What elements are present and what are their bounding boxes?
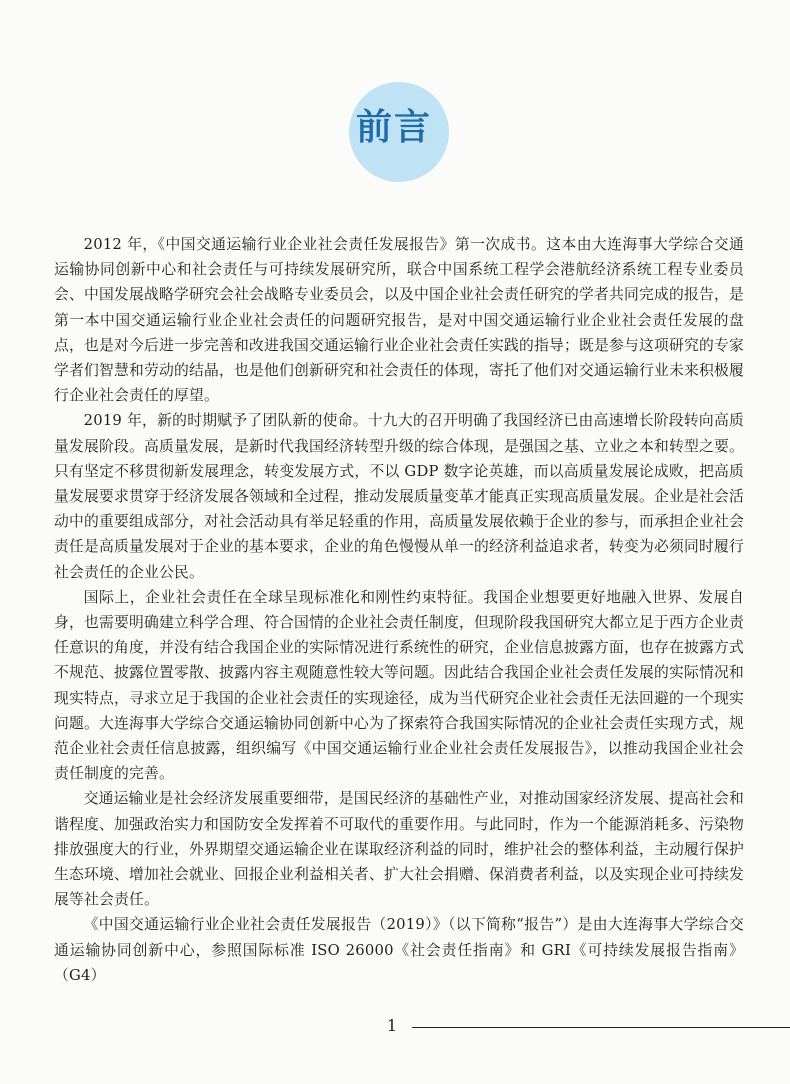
paragraph-1: 2012 年，《中国交通运输行业企业社会责任发展报告》第一次成书。这本由大连海事大学综合交通运输协同创新中心和社会责任与可持续发展研究所，联合中国系统工程学会港航经济系统工程专业委员会、中国发展战略学研究会社会战略专业委员会，以及中国企业社会责任研究的学者共同完成的报告，是第一本中国交通运输行业企业社会责任的问题研究报告，是对中国交通运输行业企业社会责任发展的盘点，也是对今后进一步完善和改进我国交通运输行业企业社会责任实践的指导；既是参与这项研究的专家学者们智慧和劳动的结晶，也是他们创新研究和社会责任的体现，寄托了他们对交通运输行业未来积极履行企业社会责任的厚望。 <box>54 236 744 405</box>
footer-rule <box>412 1027 790 1028</box>
page-footer <box>0 1014 790 1038</box>
paragraph-4: 交通运输业是社会经济发展重要细带，是国民经济的基础性产业，对推动国家经济发展、提高社会和谐程度、加强政治实力和国防安全发挥着不可取代的重要作用。与此同时，作为一个能源消耗多、污染物排放强度大的行业，外界期望交通运输企业在谋取经济利益的同时，维护社会的整体利益，主动履行保护生态环境、增加社会就业、回报企业利益相关者、扩大社会捐赠、保消费者利益，以及实现企业可持续发展等社会责任。 <box>54 790 744 909</box>
paragraph-2: 2019 年，新的时期赋予了团队新的使命。十九大的召开明确了我国经济已由高速增长阶段转向高质量发展阶段。高质量发展，是新时代我国经济转型升级的综合体现，是强国之基、立业之本和转型之要。只有坚定不移贯彻新发展理念，转变发展方式，不以 GDP 数字论英雄，而以高质量发展论成败，把高质量发展要求贯穿于经济发展各领域和全过程，推动发展质量变革才能真正实现高质量发展。企业是社会活动中的重要组成部分，对社会活动具有举足轻重的作用，高质量发展依赖于企业的参与，而承担企业社会责任是高质量发展对于企业的基本要求，企业的角色慢慢从单一的经济利益追求者，转变为必须同时履行社会责任的企业公民。 <box>54 412 744 581</box>
body-text <box>54 232 744 988</box>
page-title: 前言 <box>355 107 432 148</box>
page-number: 1 <box>386 1016 398 1035</box>
paragraph-5: 《中国交通运输行业企业社会责任发展报告（2019）》（以下简称“报告”）是由大连海事大学综合交通运输协同创新中心，参照国际标准 ISO 26000《社会责任指南》和 GRI《可持续发展报告指南》（G4） <box>54 916 744 984</box>
paragraph-3: 国际上，企业社会责任在全球呈现标准化和刚性约束特征。我国企业想要更好地融入世界、发展自身，也需要明确建立科学合理、符合国情的企业社会责任制度，但现阶段我国研究大都立足于西方企业责任意识的角度，并没有结合我国企业的实际情况进行系统性的研究，企业信息披露方面，也存在披露方式不规范、披露位置零散、披露内容主观随意性较大等问题。因此结合我国企业社会责任发展的实际情况和现实特点，寻求立足于我国的企业社会责任的实现途径，成为当代研究企业社会责任无法回避的一个现实问题。大连海事大学综合交通运输协同创新中心为了探索符合我国实际情况的企业社会责任实现方式，规范企业社会责任信息披露，组织编写《中国交通运输行业企业社会责任发展报告》，以推动我国企业社会责任制度的完善。 <box>54 588 744 783</box>
